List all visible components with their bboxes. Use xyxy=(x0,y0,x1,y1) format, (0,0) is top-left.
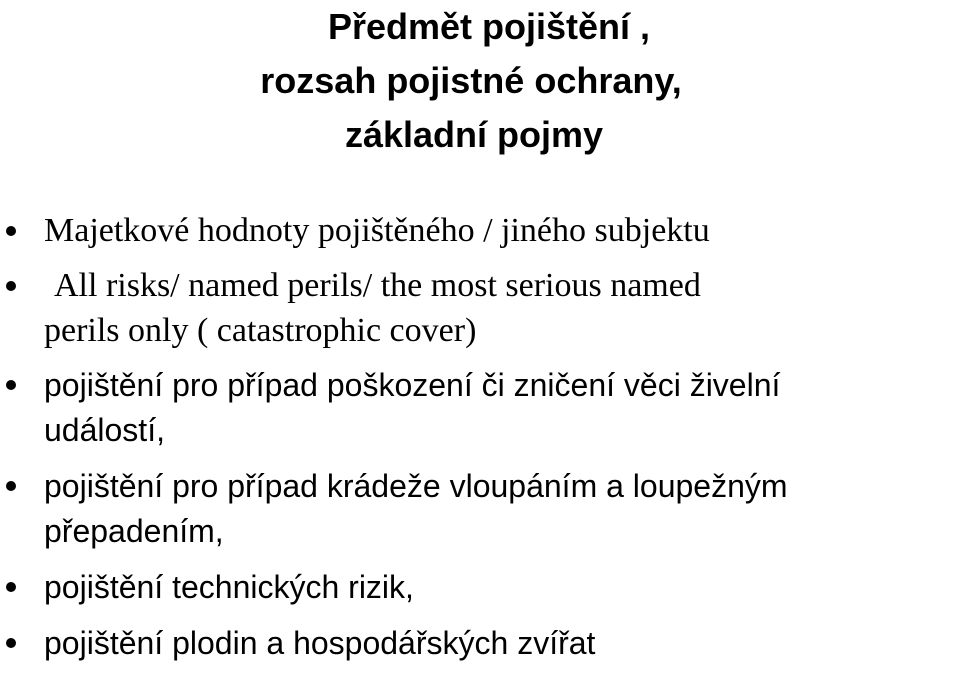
list-item xyxy=(0,208,960,253)
list-item xyxy=(0,363,960,453)
list-item-text: pojištění pro případ krádeže vloupáním a loupežným xyxy=(44,468,788,504)
title-line-3: základní pojmy xyxy=(344,114,604,155)
bullet-icon xyxy=(6,281,16,291)
bullet-icon xyxy=(6,582,16,592)
bullet-icon xyxy=(6,380,16,390)
list-item-text: pojištění pro případ poškození či zničení věci živelní xyxy=(44,367,781,403)
slide-title xyxy=(0,0,960,162)
list-item-text: přepadením, xyxy=(44,513,224,549)
list-item-text: Majetkové hodnoty pojištěného / jiného subjektu xyxy=(44,212,710,249)
list-item-text: pojištění plodin a hospodářských zvířat xyxy=(44,625,596,661)
list-item-text: All risks/ named perils/ the most serious named xyxy=(54,267,701,304)
bullet-list xyxy=(0,208,960,666)
list-item xyxy=(0,565,960,610)
list-item xyxy=(0,621,960,666)
title-line-2: rozsah pojistné ochrany, xyxy=(260,60,682,101)
list-item xyxy=(0,464,960,554)
list-item-text: pojištění technických rizik, xyxy=(44,569,414,605)
bullet-icon xyxy=(6,638,16,648)
bullet-icon xyxy=(6,481,16,491)
bullet-icon xyxy=(6,226,16,236)
list-item-text: perils only ( catastrophic cover) xyxy=(44,312,477,349)
title-line-1: Předmět pojištění , xyxy=(327,6,651,47)
list-item xyxy=(0,263,960,353)
list-item-text: událostí, xyxy=(44,412,165,448)
